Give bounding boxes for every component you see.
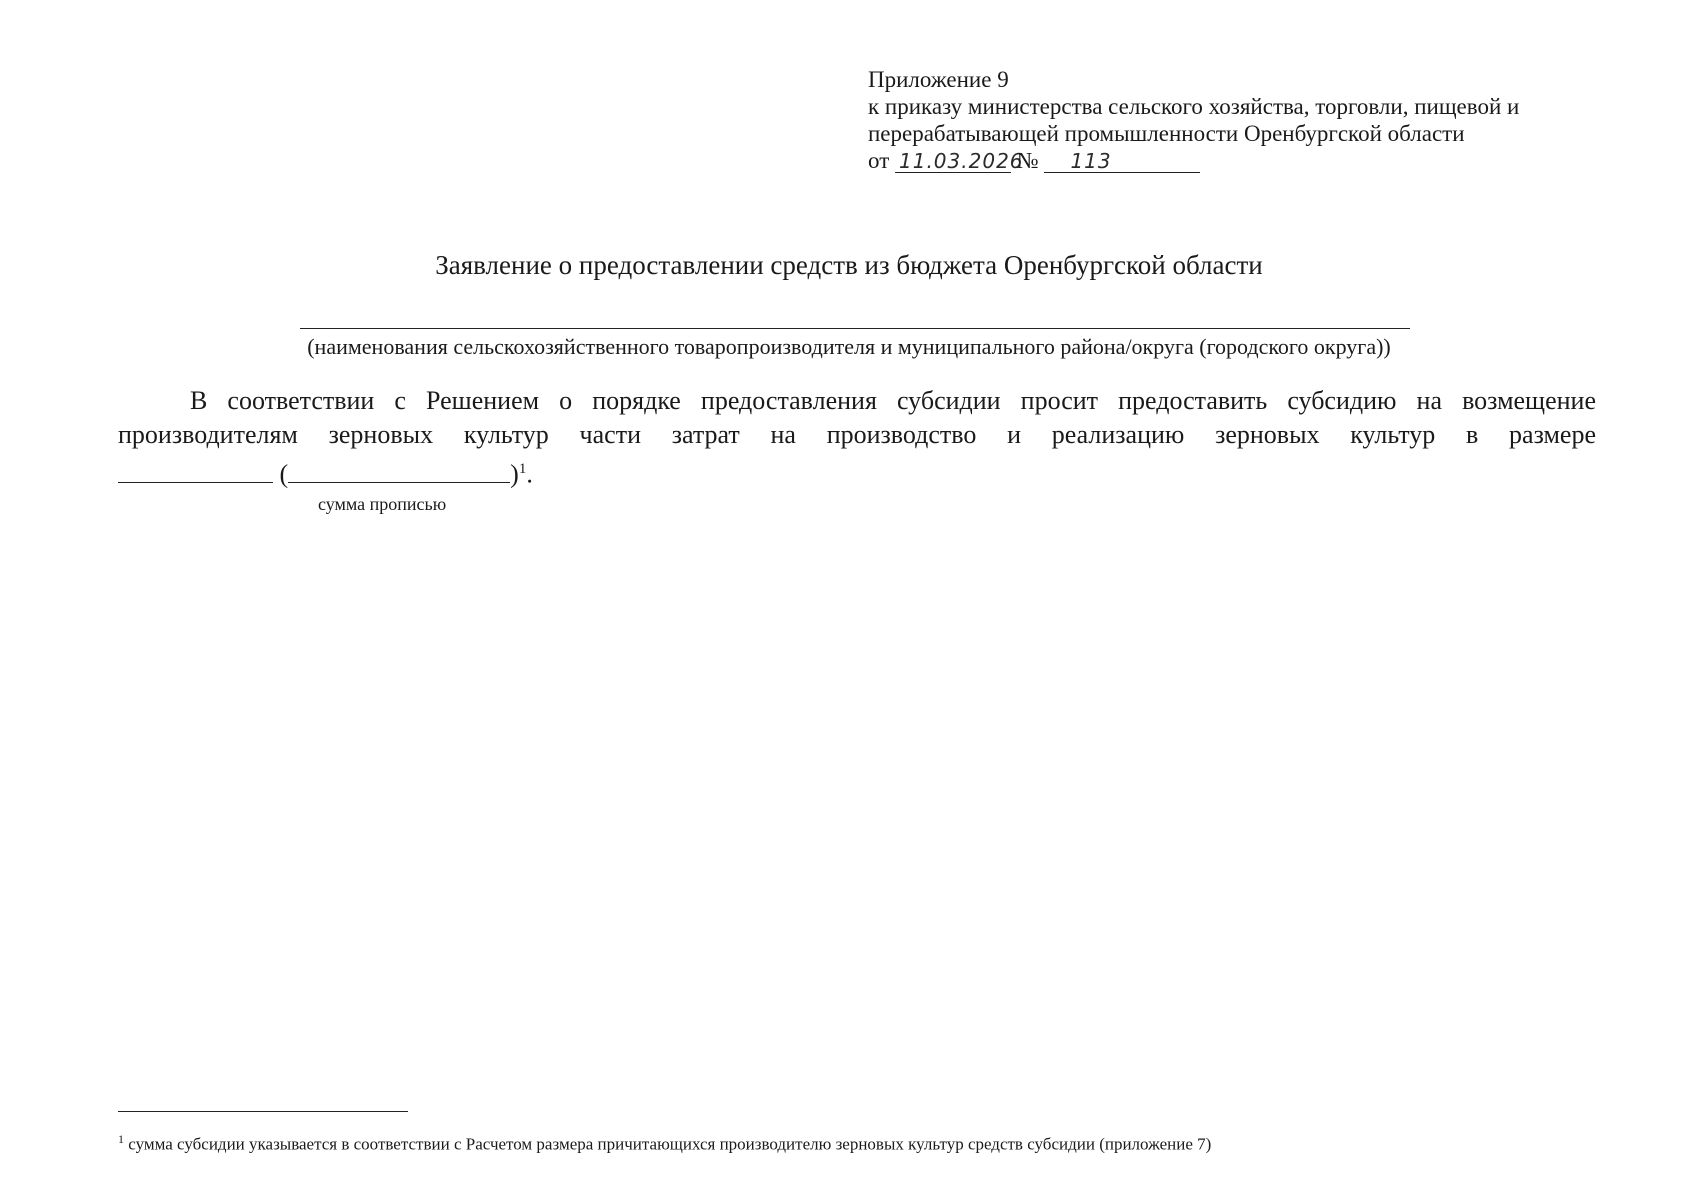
date-prefix: от: [868, 148, 890, 173]
date-field: [895, 149, 1024, 173]
footnote-separator: [118, 1111, 408, 1112]
body-line-2: производителям зерновых культур части затрат на производство и реализацию зерновых культур в размере: [118, 420, 1596, 449]
document-title: Заявление о предоставлении средств из бюджета Оренбургской области: [435, 250, 1263, 280]
applicant-caption: (наименования сельскохозяйственного товаропроизводителя и муниципального района/округа (городского округа)): [307, 334, 1391, 359]
applicant-name-line: [300, 328, 1410, 329]
appendix-order-line: к приказу министерства сельского хозяйства, торговли, пищевой и: [868, 94, 1520, 119]
footnote-text: сумма субсидии указывается в соответствии с Расчетом размера причитающихся производителю зерновых культур средств субсидии (приложение 7): [128, 1134, 1212, 1154]
amount-words-blank: [288, 456, 510, 483]
number-label: №: [1016, 148, 1039, 173]
open-paren: (: [279, 459, 289, 489]
amount-caption: сумма прописью: [318, 494, 447, 514]
appendix-ministry-line: перерабатывающей промышленности Оренбургской области: [868, 121, 1465, 146]
handwritten-date: 11.03.2026: [899, 149, 1024, 173]
number-field: [1044, 150, 1200, 173]
handwritten-number: 113: [1070, 149, 1112, 173]
footnote: [118, 1132, 1211, 1155]
close-paren: ): [510, 459, 519, 489]
sentence-end: .: [526, 459, 533, 489]
amount-number-blank: [118, 456, 273, 483]
appendix-number: Приложение 9: [868, 67, 1009, 92]
footnote-marker: 1: [118, 1132, 124, 1146]
footnote-ref: 1: [518, 461, 527, 477]
appendix-date-line: [868, 147, 1519, 174]
body-line-1: В соответствии с Решением о порядке предоставления субсидии просит предоставить субсидию на возмещение: [190, 386, 1596, 415]
appendix-header: [868, 66, 1519, 174]
amount-line: [118, 452, 533, 492]
